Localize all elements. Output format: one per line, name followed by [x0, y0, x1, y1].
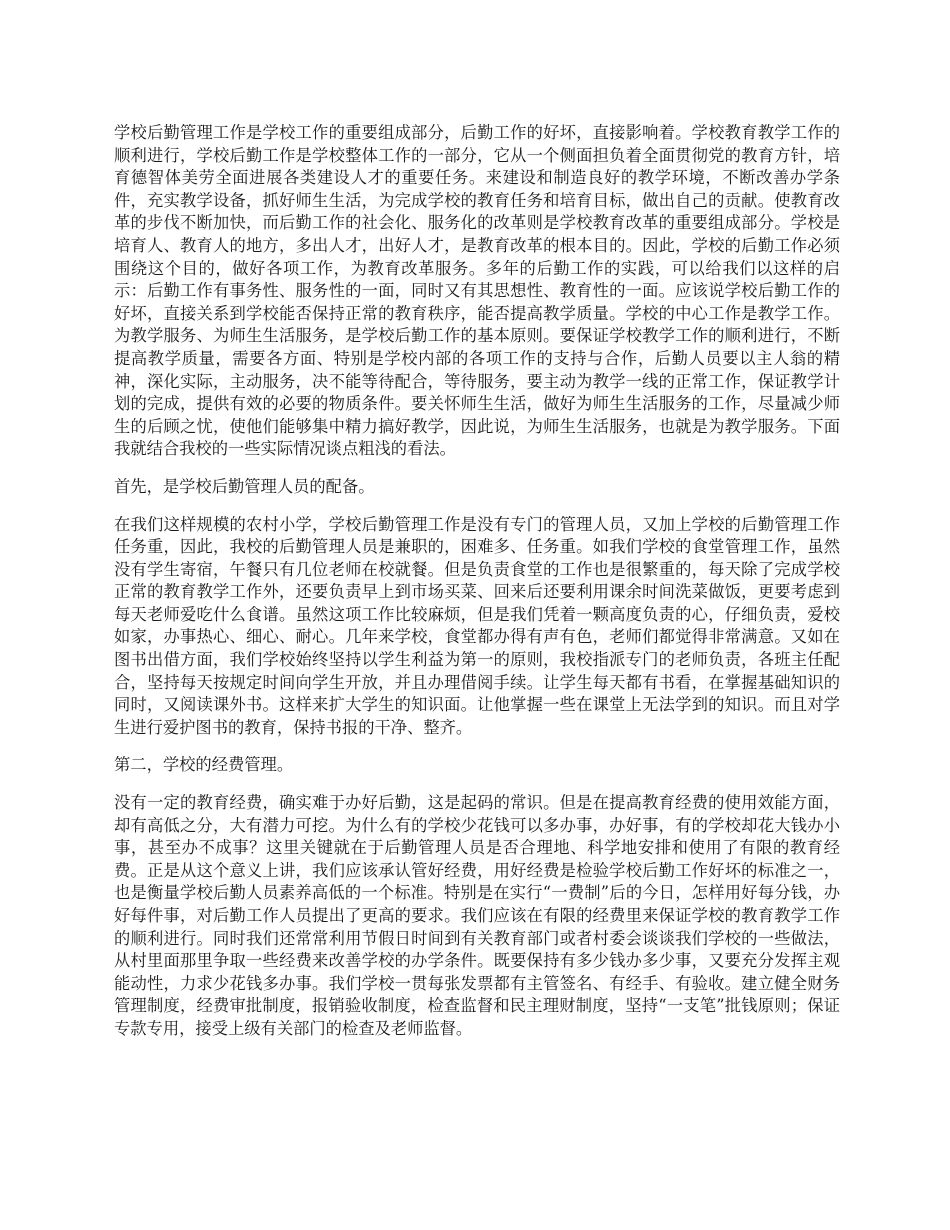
section-heading-staffing: 首先，是学校后勤管理人员的配备。: [114, 476, 375, 496]
section-heading-funding: 第二，学校的经费管理。: [114, 755, 294, 775]
funding-paragraph: 没有一定的教育经费，确实难于办好后勤，这是起码的常识。但是在提高教育经费的使用效能方面，却有高低之分，大有潜力可挖。为什么有的学校少花钱可以多办事，办好事，有的学校却花大钱办小事，甚至办不成事？这里关键就在于后勤管理人员是否合理地、科学地安排和使用了有限的教育经费。正是从这个意义上讲，我们应该承认管好经费，用好经费是检验学校后勤工作好坏的标准之一，也是衡量学校后勤人员素养高低的一个标准。特别是在实行“一费制”后的今日，怎样用好每分钱，办好每件事，对后勤工作人员提出了更高的要求。我们应该在有限的经费里来保证学校的教育教学工作的顺利进行。同时我们还常常利用节假日时间到有关教育部门或者村委会谈谈我们学校的一些做法，从村里面那里争取一些经费来改善学校的办学条件。既要保持有多少钱办多少事，又要充分发挥主观能动性，力求少花钱多办事。我们学校一贯每张发票都有主管签名、有经手、有验收。建立健全财务管理制度，经费审批制度，报销验收制度，检查监督和民主理财制度，坚持“一支笔”批钱原则；保证专款专用，接受上级有关部门的检查及老师监督。: [114, 793, 840, 1038]
intro-paragraph: 学校后勤管理工作是学校工作的重要组成部分，后勤工作的好坏，直接影响着。学校教育教学工作的顺利进行，学校后勤工作是学校整体工作的一部分，它从一个侧面担负着全面贯彻党的教育方针，培育德智体美劳全面进展各类建设人才的重要任务。来建设和制造良好的教学环境，不断改善办学条件，充实教学设备，抓好师生生活，为完成学校的教育任务和培育目标，做出自己的贡献。使教育改革的步伐不断加快，而后勤工作的社会化、服务化的改革则是学校教育改革的重要组成部分。学校是培育人、教育人的地方，多出人才，出好人才，是教育改革的根本目的。因此，学校的后勤工作必须围绕这个目的，做好各项工作，为教育改革服务。多年的后勤工作的实践，可以给我们以这样的启示：后勤工作有事务性、服务性的一面，同时又有其思想性、教育性的一面。应该说学校后勤工作的好坏，直接关系到学校能否保持正常的教育秩序，能否提高教学质量。学校的中心工作是教学工作。为教学服务、为师生生活服务，是学校后勤工作的基本原则。要保证学校教学工作的顺利进行，不断提高教学质量，需要各方面、特别是学校内部的各项工作的支持与合作，后勤人员要以主人翁的精神，深化实际，主动服务，决不能等待配合，等待服务，要主动为教学一线的正常工作，保证教学计划的完成，提供有效的必要的物质条件。要关怀师生生活，做好为师生生活服务的工作，尽量减少师生的后顾之忧，使他们能够集中精力搞好教学，因此说，为师生生活服务，也就是为教学服务。下面我就结合我校的一些实际情况谈点粗浅的看法。: [114, 123, 840, 459]
document-body: [114, 122, 840, 1056]
staffing-paragraph: 在我们这样规模的农村小学，学校后勤管理工作是没有专门的管理人员，又加上学校的后勤管理工作任务重，因此，我校的后勤管理人员是兼职的，困难多、任务重。如我们学校的食堂管理工作，虽然没有学生寄宿，午餐只有几位老师在校就餐。但是负责食堂的工作也是很繁重的，每天除了完成学校正常的教育教学工作外，还要负责早上到市场买菜、回来后还要利用课余时间洗菜做饭，更要考虑到每天老师爱吃什么食谱。虽然这项工作比较麻烦，但是我们凭着一颗高度负责的心，仔细负责，爱校如家，办事热心、细心、耐心。几年来学校，食堂都办得有声有色，老师们都觉得非常满意。又如在图书出借方面，我们学校始终坚持以学生利益为第一的原则，我校指派专门的老师负责，各班主任配合，坚持每天按规定时间向学生开放，并且办理借阅手续。让学生每天都有书看，在掌握基础知识的同时，又阅读课外书。这样来扩大学生的知识面。让他掌握一些在课堂上无法学到的知识。而且对学生进行爱护图书的教育，保持书报的干净、整齐。: [114, 514, 840, 737]
